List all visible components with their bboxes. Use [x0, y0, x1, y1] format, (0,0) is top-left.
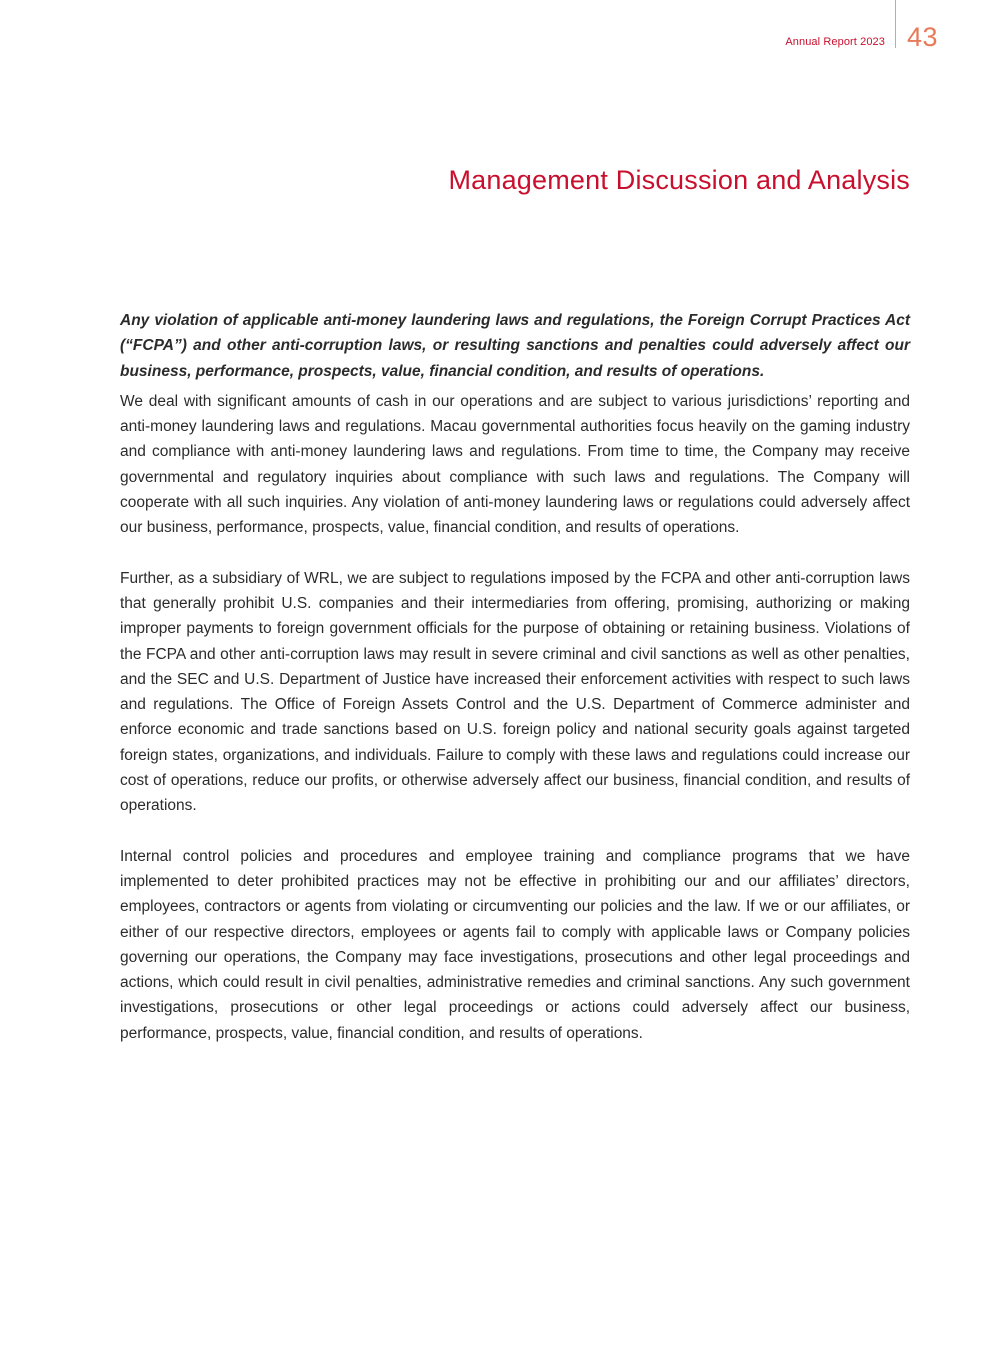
header-divider: [895, 0, 896, 48]
page-title: Management Discussion and Analysis: [448, 165, 910, 195]
section-body: [120, 308, 910, 1071]
paragraph-fcpa: Further, as a subsidiary of WRL, we are subject to regulations imposed by the FCPA and other anti-corruption laws that generally prohibit U.S. companies and their intermediaries from offering, promising, authorizing or making improper payments to foreign government officials for the purpose of obtaining or retaining business. Violations of the FCPA and other anti-corruption laws may result in severe criminal and civil sanctions as well as other penalties, and the SEC and U.S. Department of Justice have increased their enforcement activities with respect to such laws and regulations. The Office of Foreign Assets Control and the U.S. Department of Commerce administer and enforce economic and trade sanctions based on U.S. foreign policy and national security goals against targeted foreign states, organizations, and individuals. Failure to comply with these laws and regulations could increase our cost of operations, reduce our profits, or otherwise adversely affect our business, financial condition, and results of operations.: [120, 569, 910, 815]
section-heading: Any violation of applicable anti-money laundering laws and regulations, the Foreign Corrupt Practices Act (“FCPA”) and other anti-corruption laws, or resulting sanctions and penalties could adversely affect our business, performance, prospects, value, financial condition, and results of operations.: [120, 312, 910, 380]
page-number: 43: [907, 22, 939, 52]
report-label: Annual Report 2023: [785, 36, 885, 48]
paragraph-internal-controls: Internal control policies and procedures and employee training and compliance programs that we have implemented to deter prohibited practices may not be effective in prohibiting our and our affiliates’ directors, employees, contractors or agents from violating or circumventing our policies and the law. If we or our affiliates, or either of our respective directors, employees or agents fail to comply with applicable laws or Company policies governing our operations, the Company may face investigations, prosecutions and other legal proceedings and actions, which could result in civil penalties, administrative remedies and criminal sanctions. Any such government investigations, prosecutions or other legal proceedings or actions could adversely affect our business, performance, prospects, value, financial condition, and results of operations.: [120, 847, 910, 1042]
paragraph-aml: We deal with significant amounts of cash in our operations and are subject to various jurisdictions’ reporting and anti-money laundering laws and regulations. Macau governmental authorities focus heavily on the gaming industry and compliance with anti-money laundering laws and regulations. From time to time, the Company may receive governmental and regulatory inquiries about compliance with such laws and regulations. The Company will cooperate with all such inquiries. Any violation of anti-money laundering laws or regulations could adversely affect our business, performance, prospects, value, financial condition, and results of operations.: [120, 392, 910, 537]
